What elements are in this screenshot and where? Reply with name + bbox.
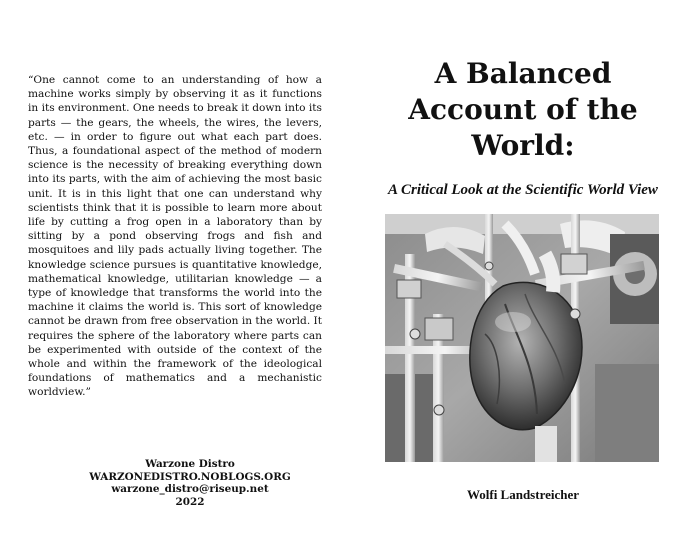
title-line-3: World: — [471, 129, 575, 162]
distro-email: warzone_distro@riseup.net — [111, 483, 269, 496]
distro-name: Warzone Distro — [145, 458, 235, 470]
author-name: Wolfi Landstreicher — [466, 487, 580, 502]
book-subtitle: A Critical Look at the Scientific World View — [388, 182, 658, 198]
distro-website: WARZONEDISTRO.NOBLOGS.ORG — [89, 470, 291, 483]
title-line-1: A Balanced — [434, 57, 612, 90]
cover-photo — [385, 214, 659, 462]
front-cover — [349, 0, 697, 538]
distro-year: 2022 — [175, 495, 205, 508]
distro-info — [60, 458, 320, 508]
quote-text: “One cannot come to an understanding of how a machine works simply by observing it as it functions in its environment. One needs to break it down into its parts — the gears, the wheels, the wires, the levers, etc. — in order to figure out what each part does. Thus, a foundational aspect of the method of modern science is the necessity of breaking everything down into its parts, with the aim of achieving the most basic unit. It is in this light that one can understand why scientists think that it is possible to learn more about life by cutting a frog open in a laboratory than by sitting by a pond observing frogs and fish and mosquitoes and lily pads actually living together. The knowledge science pursues is quantitative knowledge, mathematical knowledge, utilitarian knowledge — a type of knowledge that transforms the world into the machine it claims the world is. This sort of knowledge cannot be drawn from free observation in the world. It requires the sphere of the laboratory where parts can be experimented with outside of the context of the whole and within the framework of the ideological foundations of mathematics and a mechanistic worldview.” — [28, 74, 322, 399]
book-title — [349, 56, 697, 164]
title-line-2: Account of the — [408, 93, 638, 126]
laboratory-heart-illustration — [385, 214, 659, 462]
